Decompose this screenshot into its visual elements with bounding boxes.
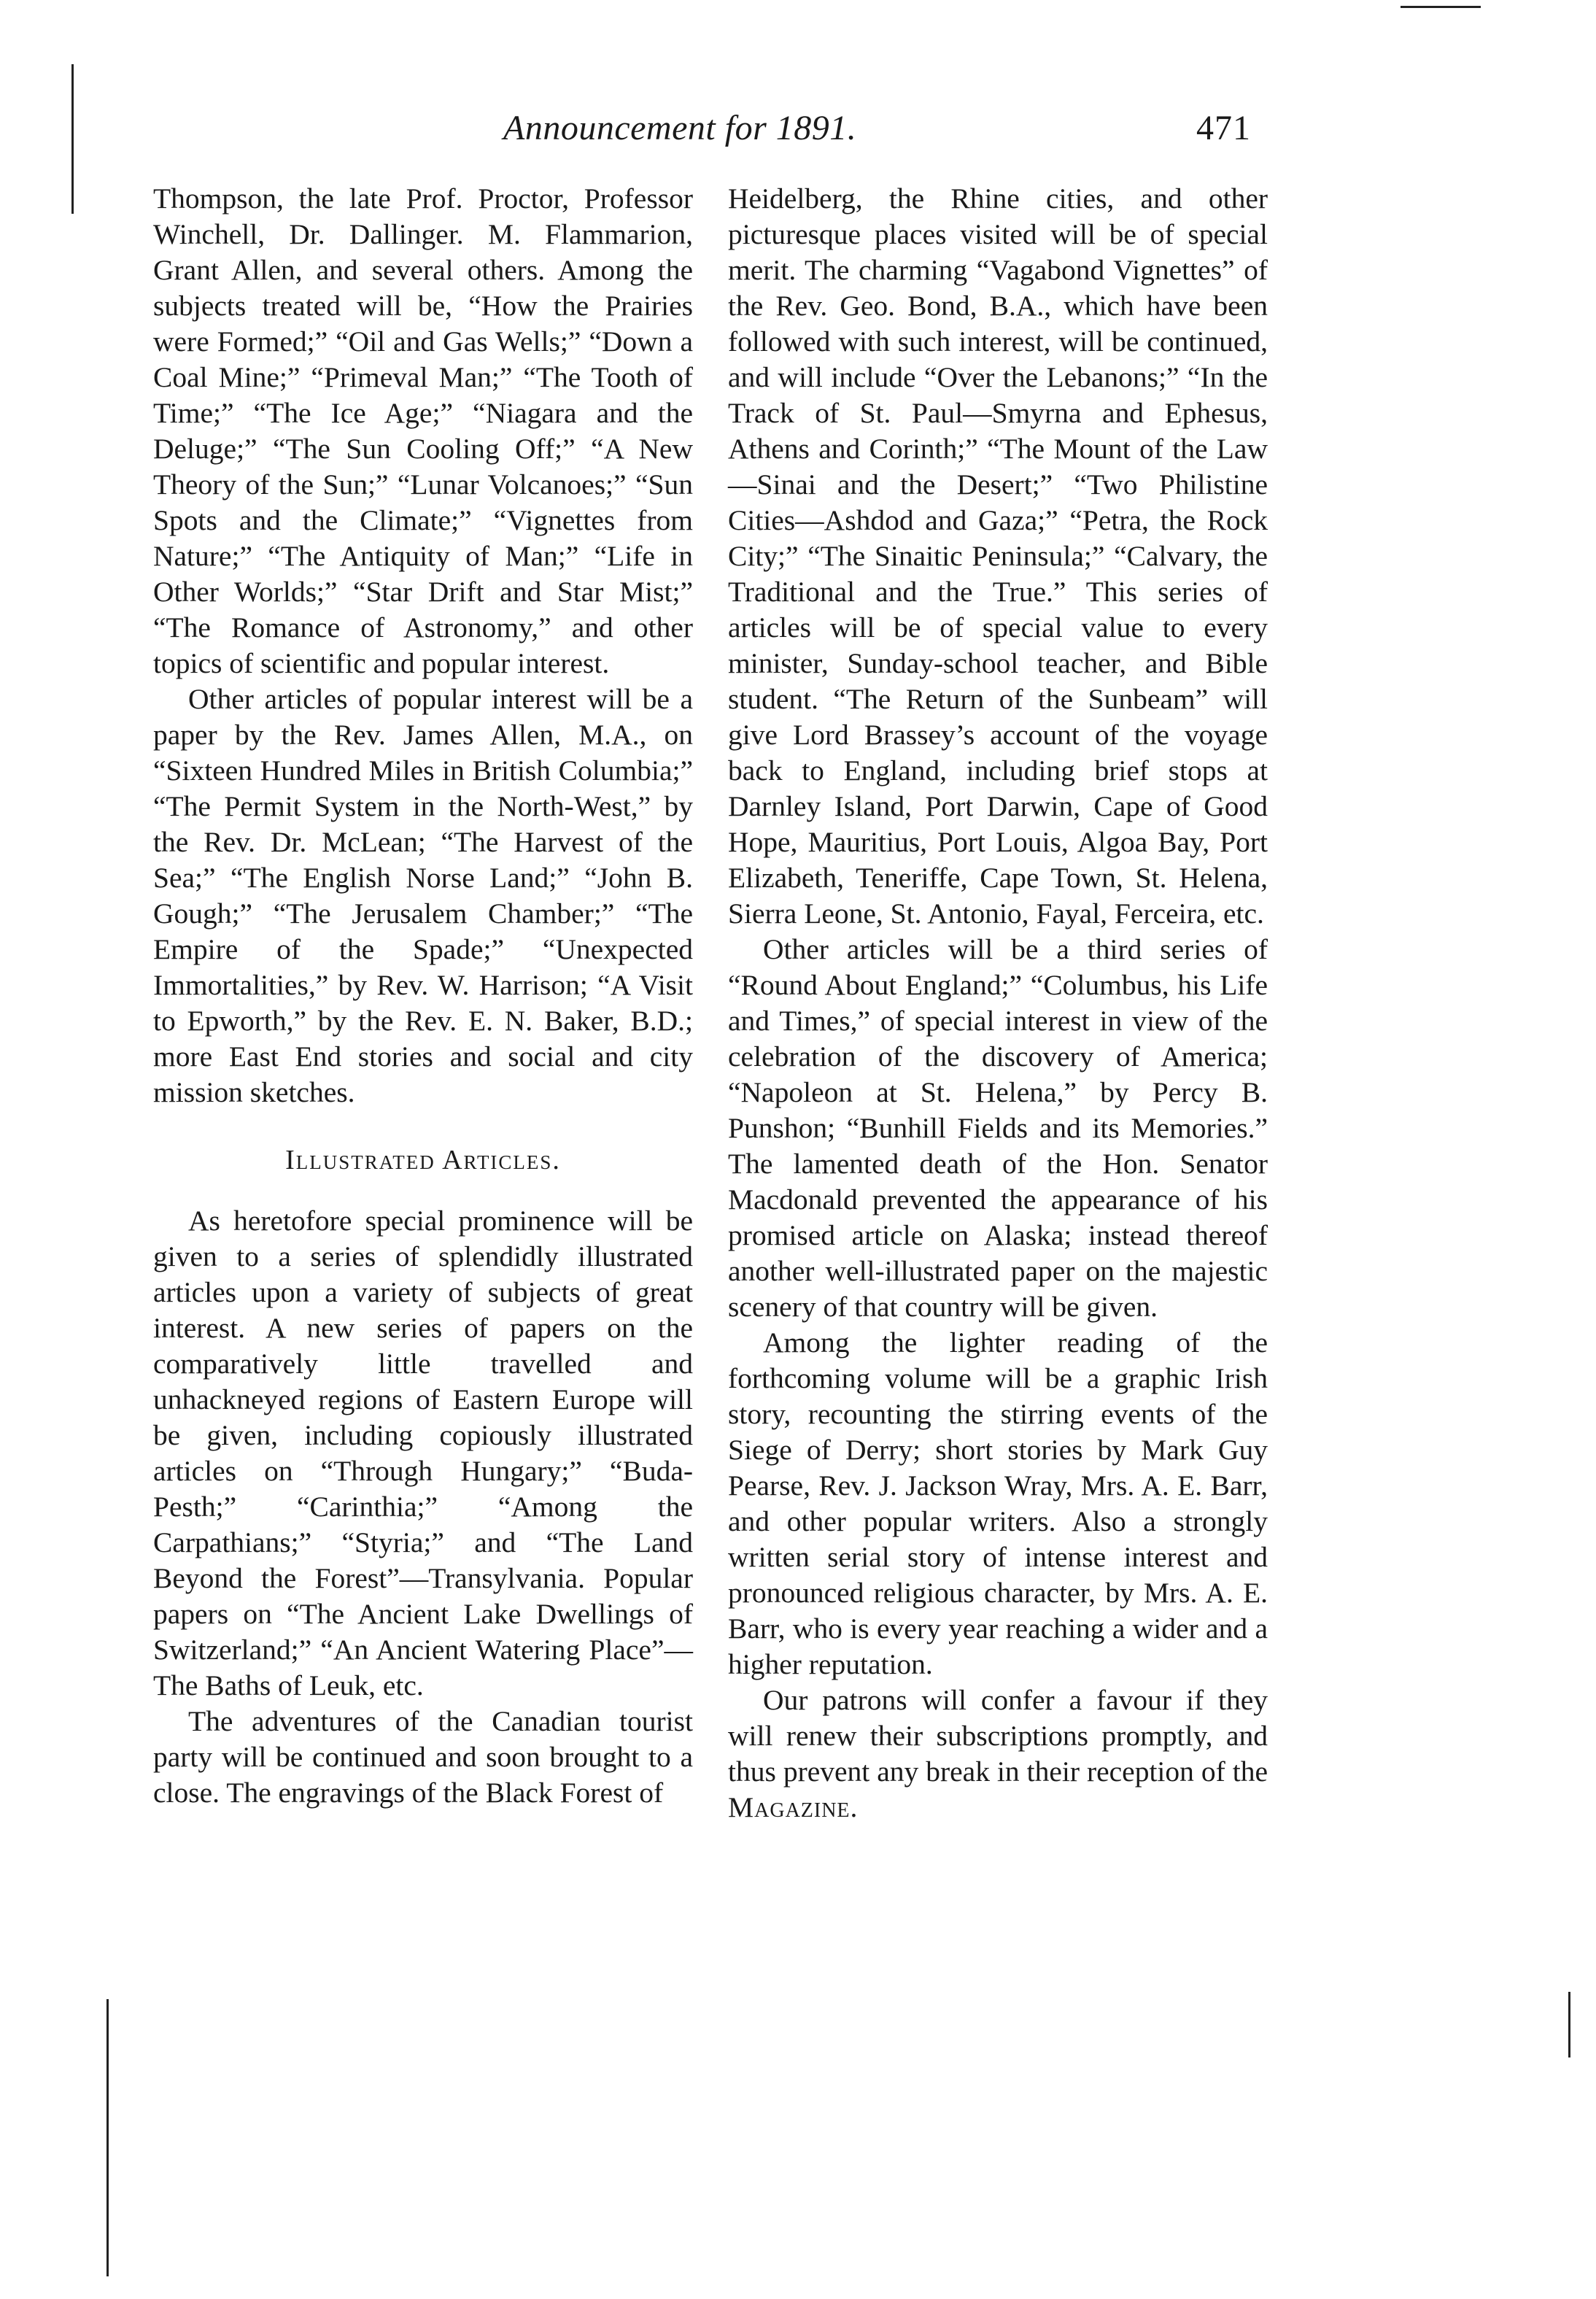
left-column: [153, 181, 693, 1811]
left-margin-rule-lower: [106, 1999, 109, 2276]
paragraph: As heretofore special prominence will be given to a series of splendidly illustrated articles upon a variety of subjects of great interest. A new series of papers on the comparatively little travelled and unhackneyed regions of Eastern Europe will be given, including copiously illustrated articles on “Through Hungary;” “Buda-Pesth;” “Carinthia;” “Among the Carpathians;” “Styria;” and “The Land Beyond the Forest”—Transylvania. Popular papers on “The Ancient Lake Dwellings of Switzerland;” “An Ancient Watering Place”—The Baths of Leuk, etc.: [153, 1205, 693, 1701]
paragraph: Other articles of popular interest will be a paper by the Rev. James Allen, M.A., on “Sixteen Hundred Miles in British Columbia;” “The Permit System in the North-West,” by the Rev. Dr. McLean; “The Harvest of the Sea;” “The English Norse Land;” “John B. Gough;” “The Jerusalem Chamber;” “The Empire of the Spade;” “Unexpected Immortalities,” by Rev. W. Harrison; “A Visit to Epworth,” by the Rev. E. N. Baker, B.D.; more East End stories and social and city mission sketches.: [153, 683, 693, 1108]
paragraph: Among the lighter reading of the forthcoming volume will be a graphic Irish story, recounting the stirring events of the Siege of Derry; short stories by Mark Guy Pearse, Rev. J. Jackson Wray, Mrs. A. E. Barr, and other popular writers. Also a strongly written serial story of intense interest and pronounced religious character, by Mrs. A. E. Barr, who is every year reaching a wider and a higher reputation.: [728, 1326, 1268, 1680]
paragraph: [728, 1682, 1268, 1825]
paragraph: Other articles will be a third series of “Round About England;” “Columbus, his Life and Times,” of special interest in view of the celebration of the discovery of America; “Napoleon at St. Helena,” by Percy B. Punshon; “Bunhill Fields and its Memories.” The lamented death of the Hon. Senator Macdonald prevented the appearance of his promised article on Alaska; instead thereof another well-illustrated paper on the majestic scenery of that country will be given.: [728, 933, 1268, 1323]
paragraph-text: Our patrons will confer a favour if they will renew their subscriptions promptly, and thus prevent any break in their reception of the: [728, 1684, 1268, 1788]
running-title: Announcement for 1891.: [503, 109, 857, 147]
top-right-rule: [1401, 6, 1481, 8]
right-margin-rule: [1568, 1992, 1570, 2057]
section-heading: Illustrated Articles.: [285, 1145, 561, 1175]
paragraph: The adventures of the Canadian tourist party will be continued and soon brought to a close. The engravings of the Black Forest of: [153, 1705, 693, 1809]
paragraph: Heidelberg, the Rhine cities, and other picturesque places visited will be of special merit. The charming “Vagabond Vignettes” of the Rev. Geo. Bond, B.A., which have been followed with such interest, will be continued, and will include “Over the Lebanons;” “In the Track of St. Paul—Smyrna and Ephesus, Athens and Corinth;” “The Mount of the Law—Sinai and the Desert;” “Two Philistine Cities—Ashdod and Gaza;” “Petra, the Rock City;” “The Sinaitic Peninsula;” “Calvary, the Traditional and the True.” This series of articles will be of special value to every minister, Sunday-school teacher, and Bible student. “The Return of the Sunbeam” will give Lord Brassey’s account of the voyage back to England, including brief stops at Darnley Island, Port Darwin, Cape of Good Hope, Mauritius, Port Louis, Algoa Bay, Port Elizabeth, Teneriffe, Cape Town, St. Helena, Sierra Leone, St. Antonio, Fayal, Ferceira, etc.: [728, 182, 1268, 930]
magazine-name: Magazine.: [728, 1791, 859, 1823]
left-margin-rule: [71, 64, 74, 214]
paragraph: Thompson, the late Prof. Proctor, Professor Winchell, Dr. Dallinger. M. Flammarion, Grant Allen, and several others. Among the subjects treated will be, “How the Prairies were Formed;” “Oil and Gas Wells;” “Down a Coal Mine;” “Primeval Man;” “The Tooth of Time;” “The Ice Age;” “Niagara and the Deluge;” “The Sun Cooling Off;” “A New Theory of the Sun;” “Lunar Volcanoes;” “Sun Spots and the Climate;” “Vignettes from Nature;” “The Antiquity of Man;” “Life in Other Worlds;” “Star Drift and Star Mist;” “The Romance of Astronomy,” and other topics of scientific and popular interest.: [153, 182, 693, 679]
right-column: [728, 181, 1268, 1825]
page-number: 471: [1196, 109, 1251, 147]
